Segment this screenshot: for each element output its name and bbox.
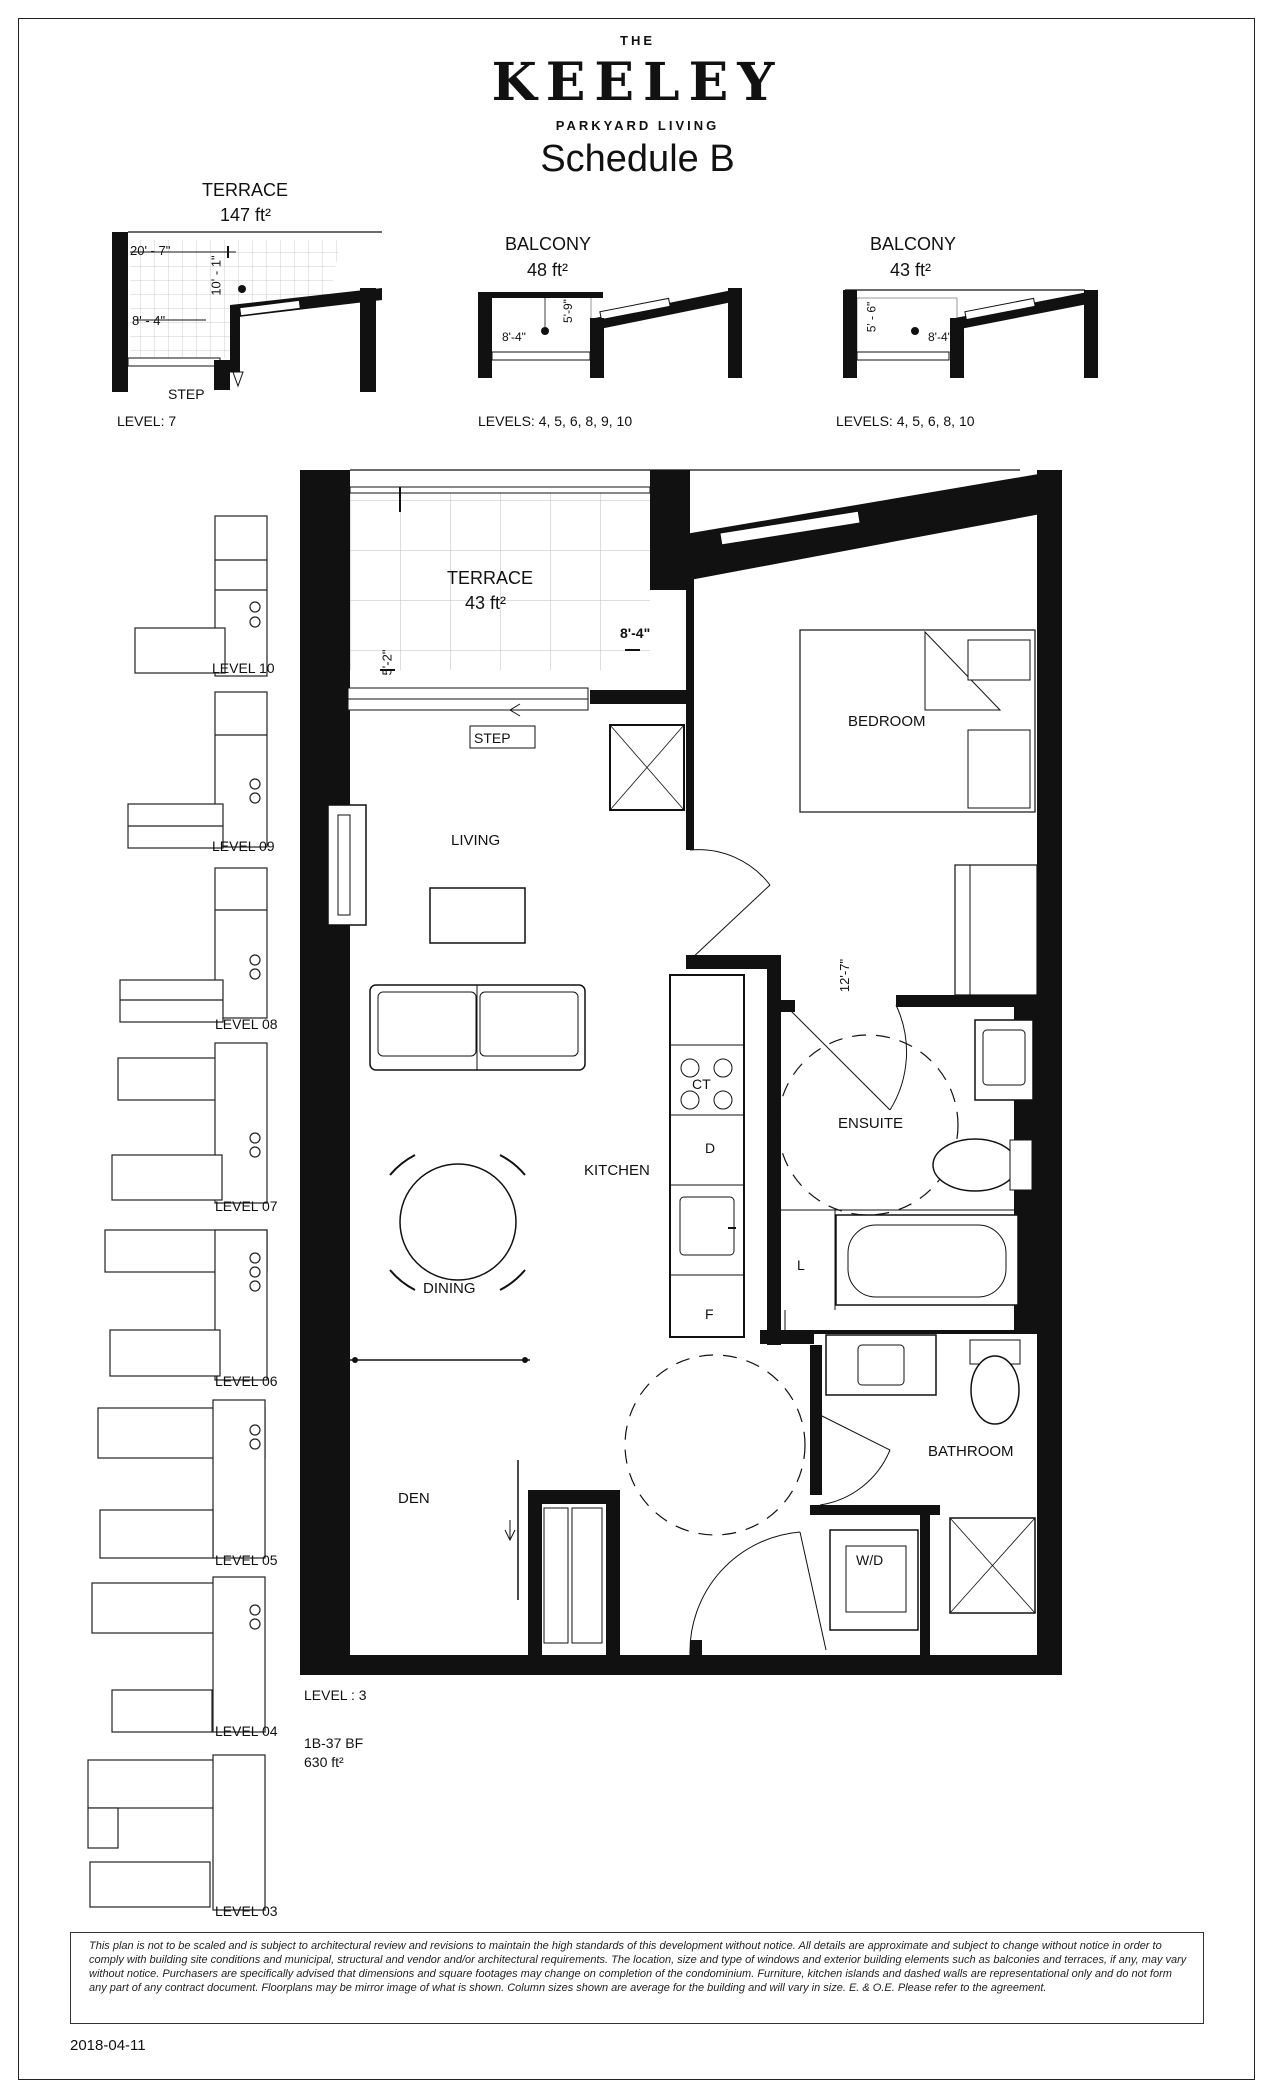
keyplan-label-07: LEVEL 07 bbox=[215, 1198, 278, 1214]
keyplan-level-03 bbox=[88, 1755, 265, 1910]
appliance-washer-dryer: W/D bbox=[856, 1552, 884, 1568]
inset1-dim-width: 20' - 7" bbox=[130, 243, 171, 258]
room-den: DEN bbox=[398, 1490, 430, 1507]
inset2-dim-width: 8'-4" bbox=[502, 330, 526, 344]
inset1-title: TERRACE bbox=[202, 180, 289, 200]
room-bedroom: BEDROOM bbox=[848, 713, 926, 730]
inset3-dim-depth: 5' - 6" bbox=[864, 301, 879, 333]
inset1-levels: LEVEL: 7 bbox=[117, 413, 177, 429]
plan-date: 2018-04-11 bbox=[70, 2037, 146, 2054]
inset3-title: BALCONY bbox=[870, 234, 957, 254]
room-kitchen: KITCHEN bbox=[584, 1162, 650, 1179]
inset2-dim-depth: 5'-9" bbox=[560, 299, 575, 323]
keyplan-label-10: LEVEL 10 bbox=[212, 660, 275, 676]
inset2-title: BALCONY bbox=[505, 234, 592, 254]
inset1-dim-side: 8' - 4" bbox=[132, 313, 166, 328]
brand-tagline: PARKYARD LIVING bbox=[555, 118, 720, 133]
terrace-label: TERRACE bbox=[447, 568, 534, 588]
keyplan-level-10 bbox=[135, 516, 267, 676]
inset3-area: 43 ft² bbox=[890, 260, 932, 280]
inset1-step: STEP bbox=[168, 386, 205, 402]
keyplan-label-06: LEVEL 06 bbox=[215, 1373, 278, 1389]
unit-model: 1B-37 BF bbox=[304, 1735, 364, 1751]
inset3-dim-width: 8'-4" bbox=[928, 330, 952, 344]
appliance-fridge: F bbox=[705, 1306, 714, 1322]
inset2-levels: LEVELS: 4, 5, 6, 8, 9, 10 bbox=[478, 413, 633, 429]
room-dining: DINING bbox=[423, 1280, 476, 1297]
room-living: LIVING bbox=[451, 832, 501, 849]
keyplan-level-04 bbox=[92, 1577, 265, 1732]
room-ensuite: ENSUITE bbox=[838, 1115, 904, 1132]
keyplan-label-09: LEVEL 09 bbox=[212, 838, 275, 854]
keyplan-level-05 bbox=[98, 1400, 265, 1558]
inset1-area: 147 ft² bbox=[220, 205, 272, 225]
keyplan-label-03: LEVEL 03 bbox=[215, 1903, 278, 1919]
appliance-dishwasher: D bbox=[705, 1140, 716, 1156]
room-bathroom: BATHROOM bbox=[928, 1443, 1014, 1460]
appliance-cooktop: CT bbox=[692, 1076, 711, 1092]
keyplan-label-08: LEVEL 08 bbox=[215, 1016, 278, 1032]
disclaimer-text: This plan is not to be scaled and is subject to architectural review and revisions to maintain the high standards of this development without notice. All details are approximate and subject to change without notice in order to comply with building site conditions and municipal, structural and vendor and/or architectural requirements. The location, size and type of windows and exterior building elements such as balconies and terraces, if any, may vary without notice. Purchasers are specifically advised that dimensions and square footages may change on completion of the condominium. Furniture, kitchen islands and dashed walls are representational only and do not form any part of any contract document. Floorplans may be mirror image of what is shown. Column sizes shown are average for the building and will vary in size. E. & O.E. Please refer to the agreement. bbox=[70, 1932, 1204, 2024]
unit-level: LEVEL : 3 bbox=[304, 1687, 367, 1703]
keyplan-level-07 bbox=[112, 1043, 267, 1203]
unit-area: 630 ft² bbox=[304, 1754, 344, 1770]
inset3-levels: LEVELS: 4, 5, 6, 8, 10 bbox=[836, 413, 975, 429]
inset1-dim-depth: 10' - 1" bbox=[208, 255, 224, 296]
keyplan-label-04: LEVEL 04 bbox=[215, 1723, 278, 1739]
step-label: STEP bbox=[474, 730, 511, 746]
terrace-dim-width: 8'-4" bbox=[620, 625, 651, 641]
keyplan-level-08 bbox=[120, 868, 267, 1022]
appliance-linen: L bbox=[797, 1257, 805, 1273]
brand-logo-keeley: KEELEY bbox=[491, 52, 784, 113]
ensuite-dimension: 12'-7" bbox=[837, 958, 853, 993]
inset2-area: 48 ft² bbox=[527, 260, 569, 280]
keyplan-label-05: LEVEL 05 bbox=[215, 1552, 278, 1568]
keyplan-level-09 bbox=[128, 692, 267, 848]
inset-balcony-43 bbox=[843, 290, 1098, 378]
schedule-title: Schedule B bbox=[540, 138, 735, 180]
terrace-area: 43 ft² bbox=[465, 593, 507, 613]
brand-the: THE bbox=[620, 33, 655, 48]
keyplan-level-06 bbox=[105, 1230, 267, 1380]
terrace-dim-height: 5'-2" bbox=[379, 649, 395, 676]
